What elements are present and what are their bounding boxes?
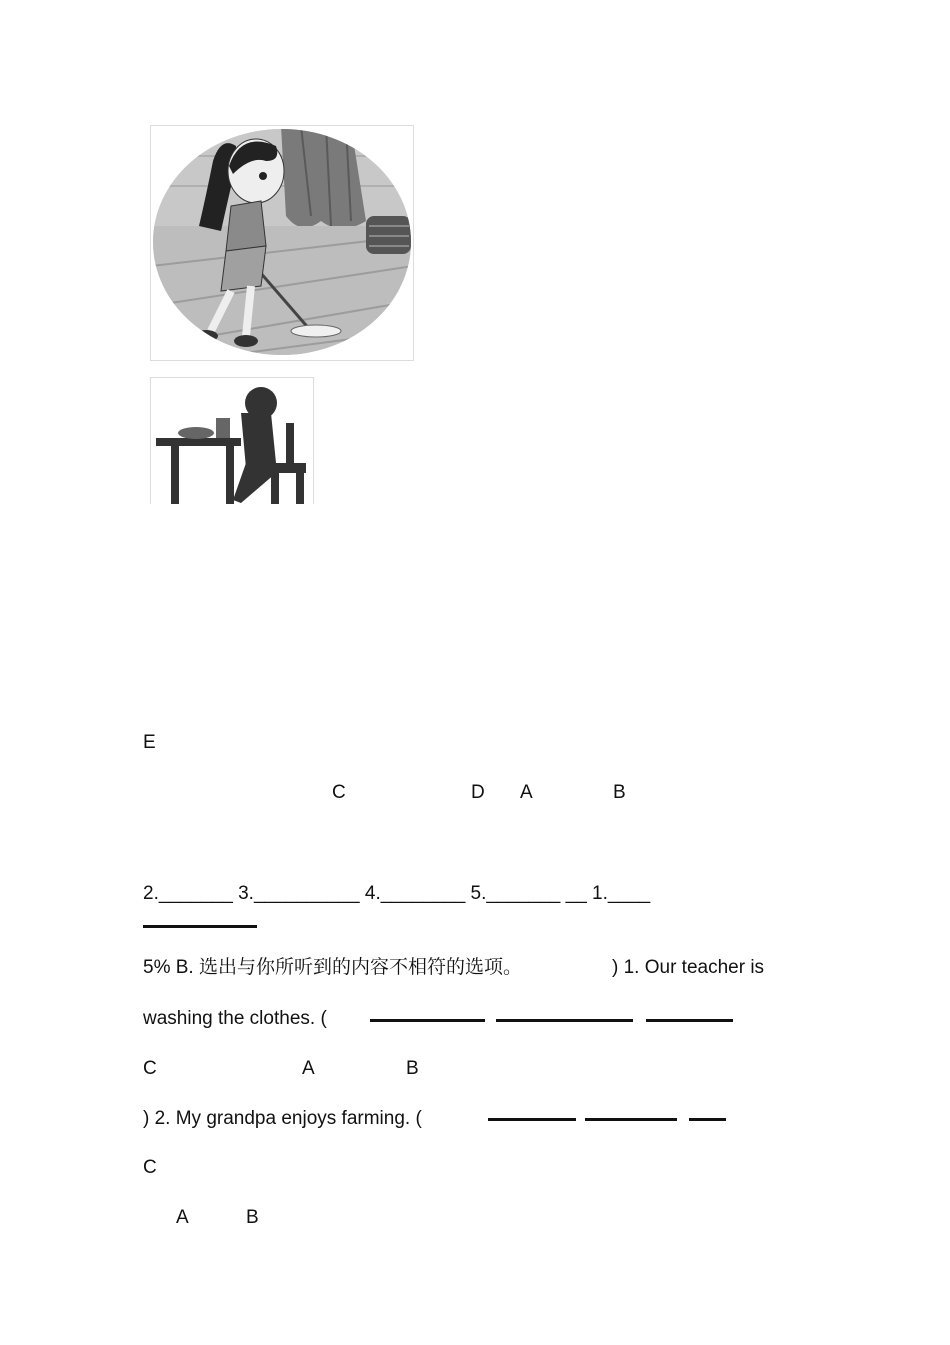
letter-b: B xyxy=(613,782,626,803)
question-1-start: ) 1. Our teacher is xyxy=(612,957,765,978)
question-1-text: washing the clothes. ( xyxy=(143,1008,327,1029)
answer-blanks-line: 2._______ 3.__________ 4.________ 5._______ __ 1.____ xyxy=(143,883,651,904)
q1-blank-3 xyxy=(646,1019,733,1022)
answer-underline xyxy=(143,925,257,928)
q1-option-a: A xyxy=(302,1058,315,1079)
q2-blank-3 xyxy=(689,1118,726,1121)
q1-option-b: B xyxy=(406,1058,419,1079)
letter-c: C xyxy=(332,782,346,803)
q2-option-a: A xyxy=(176,1207,189,1228)
question-2-text: ) 2. My grandpa enjoys farming. ( xyxy=(143,1108,422,1129)
letter-a: A xyxy=(520,782,533,803)
letter-e: E xyxy=(143,732,156,753)
section-b-instruction: 5% B. 选出与你所听到的内容不相符的选项。 xyxy=(143,957,522,978)
q2-blank-1 xyxy=(488,1118,576,1121)
q2-option-b: B xyxy=(246,1207,259,1228)
q1-option-c: C xyxy=(143,1058,157,1079)
letter-d: D xyxy=(471,782,485,803)
q2-blank-2 xyxy=(585,1118,677,1121)
girl-mopping-picture xyxy=(150,125,414,361)
q1-blank-2 xyxy=(496,1019,633,1022)
q1-blank-1 xyxy=(370,1019,485,1022)
boy-at-table-picture xyxy=(150,377,314,504)
girl-mopping-floor-illustration xyxy=(151,126,413,360)
q2-option-c: C xyxy=(143,1157,157,1178)
boy-sitting-at-table-silhouette xyxy=(151,378,313,504)
